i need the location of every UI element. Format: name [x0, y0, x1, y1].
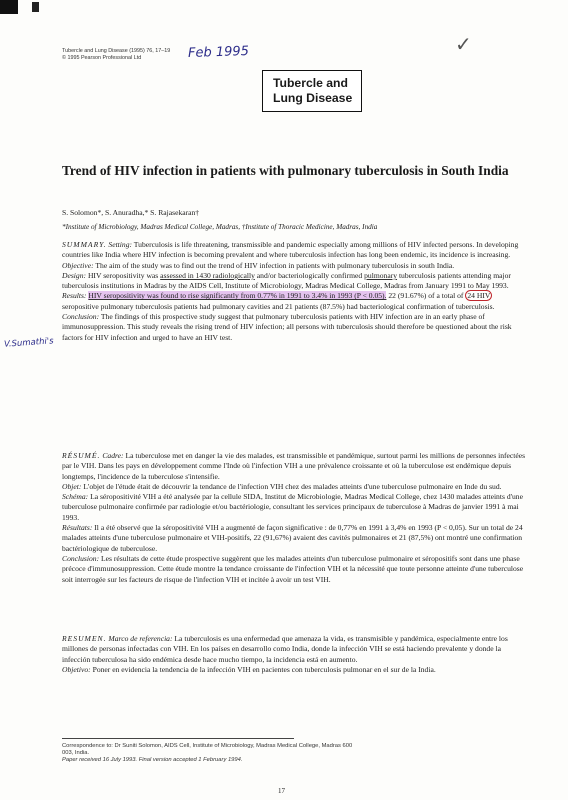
design-text-a: HIV seropositivity was: [87, 270, 159, 280]
results-text-a: 22 (91.67%) of a total of: [388, 291, 464, 301]
design-text-c: tuberculosis patients attending major tuberculosis institutions in Madras by the AIDS Cell, Institute of Microbiology, Madras Medical College, Madras from January 1991 to May 1993.: [62, 270, 511, 291]
objet-label: Objet:: [62, 481, 82, 491]
resume-resultats: [62, 523, 528, 554]
design-text-b: and/or bacteriologically confirmed: [256, 270, 363, 280]
objective-label: Objective:: [62, 260, 94, 270]
resume-heading: RÉSUMÉ.: [62, 451, 101, 460]
results-circled: 24 HIV: [467, 291, 491, 301]
summary-setting: [62, 240, 528, 261]
results-text-b: seropositive pulmonary tuberculosis patients had pulmonary cavities and 21 patients (87.5%) had bacteriological confirmation of tuberculosis.: [62, 301, 495, 311]
journal-logo: [262, 70, 362, 112]
article-title: Trend of HIV infection in patients with pulmonary tuberculosis in South India: [62, 163, 509, 178]
resultats-label: Résultats:: [62, 523, 93, 533]
margin-note: V.Sumathi's: [3, 336, 54, 350]
received-note: Paper received 16 July 1993. Final version accepted 1 February 1994.: [62, 757, 243, 764]
results-highlight: HIV seropositivity was found to rise significantly from 0.77% in 1991 to 3.4% in 1993 (P < 0.05).: [88, 291, 387, 301]
cadre-text: La tuberculose met en danger la vie des malades, est transmissible et pandémique, surtout parmi les millions de personnes infectées par le VIH. Dans les pays en développement comme l'Inde où l'infection VIH a une prévalence croissante et où la tuberculose est endémique depuis longtemps, l'incidence de la tuberculose s'intensifie.: [62, 451, 526, 481]
design-underline-2: pulmonary: [364, 270, 398, 280]
cadre-label: Cadre:: [102, 451, 124, 460]
resume-conclusion-text: Les résultats de cette étude prospective suggèrent que les malades atteints d'un tuberculose pulmonaire et séropositifs sont dans une phase précoce d'immunosuppression. Cette étude montre la tendance croissante de l'infection VIH et la nécessité que toute personne atteinte d'une tuberculose soit interrogée sur les facteurs de risque de l'infection VIH et incitée à avoir un test VIH.: [62, 553, 524, 584]
resumen-section: [62, 634, 528, 675]
resume-section: [62, 451, 528, 585]
footer-notes: [62, 743, 362, 765]
marco-label: Marco de referencia:: [108, 634, 173, 643]
conclusion-label: Conclusion:: [62, 312, 100, 322]
resumen-objetivo: [62, 665, 528, 675]
summary-objective: [62, 261, 528, 271]
design-label: Design:: [62, 270, 87, 280]
objetivo-label: Objetivo:: [62, 664, 91, 674]
conclusion-text: The findings of this prospective study suggest that pulmonary tuberculosis patients with HIV infection are in an early phase of immunosuppression. This study reveals the rising trend of HIV infection; all persons with tuberculosis should therefore be questioned about the risk factors for HIV infection and urged to have an HIV test.: [62, 312, 512, 342]
marco-text: La tuberculosis es una enfermedad que amenaza la vida, es transmisible y pandémica, especialmente entre los millones de personas infectadas con VIH. En los países en desarrollo como India, donde la infección VIH se está haciendo prevalente y donde la infección tuberculosa ha sido endémica desde hace mucho tiempo, la incidencia está en aumento.: [62, 634, 508, 664]
design-underline-1: assessed in 1430 radiologically: [160, 270, 255, 280]
results-label: Results:: [62, 291, 87, 301]
resumen-marco: [62, 634, 528, 665]
summary-results: [62, 291, 528, 312]
summary-heading: SUMMARY.: [62, 240, 107, 249]
objet-text: L'objet de l'étude était de découvrir la tendance de l'infection VIH chez des malades atteints d'une tuberculose pulmonaire en Inde du sud.: [83, 481, 502, 491]
resultats-text: Il a été observé que la séropositivité VIH a augmenté de façon significative : de 0,77% en 1991 à 3,4% en 1993 (P < 0,05). Sur un total de 24 malades atteints d'une tuberculose pulmonaire et VIH-positifs, 22 (91,67%) avaient des cavités pulmonaires et 21 (87,5%) ont montré une confirmation bactériologique de tuberculose.: [62, 523, 523, 553]
setting-text: Tuberculosis is life threatening, transmissible and pandemic especially among millions of HIV infected persons. In developing countries like India where HIV infection is becoming prevalent and where tuberculosis infection has long been endemic, its incidence is increasing.: [62, 240, 519, 260]
footer-divider: [62, 738, 294, 739]
page-number: 17: [278, 787, 285, 795]
summary-section: [62, 240, 528, 343]
objetivo-text: Poner en evidencia la tendencia de la infección VIH en pacientes con tuberculosis pulmonar en el sur de la India.: [92, 664, 436, 674]
publisher-line: © 1995 Pearson Professional Ltd: [62, 55, 142, 61]
handwritten-date: Feb 1995: [187, 43, 250, 62]
schema-label: Schéma:: [62, 492, 89, 502]
resume-schema: [62, 492, 528, 523]
correspondence-note: Correspondence to: Dr Suniti Solomon, AIDS Cell, Institute of Microbiology, Madras Medical College, Madras 600 003, India.: [62, 743, 353, 757]
objective-text: The aim of the study was to find out the trend of HIV infection in patients with pulmonary tuberculosis in south India.: [95, 260, 455, 270]
corner-tick-mark: [32, 2, 39, 12]
summary-conclusion: [62, 312, 528, 343]
resume-conclusion-label: Conclusion:: [62, 553, 100, 563]
resumen-heading: RESUMEN.: [62, 634, 107, 643]
logo-line-1: Tubercle and: [273, 76, 348, 90]
logo-line-2: Lung Disease: [273, 91, 353, 105]
resume-conclusion: [62, 554, 528, 585]
journal-citation: [62, 48, 170, 62]
resume-cadre: [62, 451, 528, 482]
corner-scan-mark: [0, 0, 18, 14]
article-affiliation: *Institute of Microbiology, Madras Medical College, Madras, †Institute of Thoracic Medicine, Madras, India: [62, 223, 378, 231]
summary-design: [62, 271, 528, 292]
resume-objet: [62, 482, 528, 492]
article-authors: S. Solomon*, S. Anuradha,* S. Rajasekaran†: [62, 208, 200, 217]
setting-label: Setting:: [108, 240, 133, 249]
checkmark-icon: ✓: [455, 32, 472, 56]
citation-line: Tubercle and Lung Disease (1995) 76, 17–19: [62, 48, 171, 54]
schema-text: La séropositivité VIH a été analysée par la cellule SIDA, Institut de Microbiologie, Madras Medical College, chez 1430 malades atteints d'une tuberculose pulmonaire confirmée par radiologie et/ou bactériologie, consultant les services principaux de tuberculose à Madras de janvier 1991 à mai 1993.: [62, 492, 523, 522]
